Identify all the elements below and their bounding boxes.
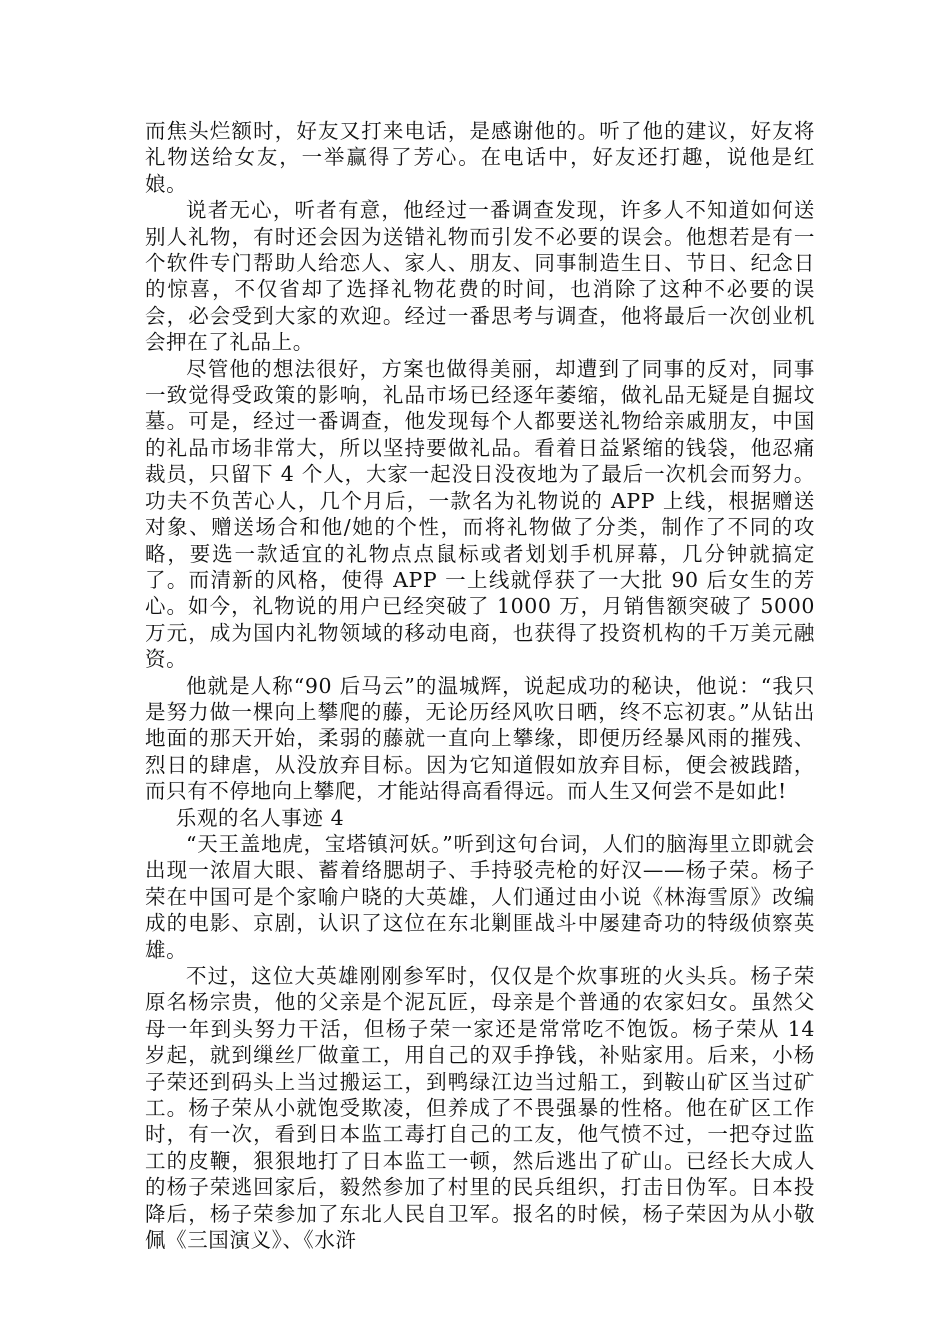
- paragraph-5: “天王盖地虎，宝塔镇河妖。”听到这句台词，人们的脑海里立即就会出现一浓眉大眼、蓄着络腮胡子、手持驳壳枪的好汉——杨子荣。杨子荣在中国可是个家喻户晓的大英雄，人们通过由小说《林海雪原》改编成的电影、京剧，认识了这位在东北剿匪战斗中屡建奇功的特级侦察英雄。: [145, 831, 815, 962]
- paragraph-3: 尽管他的想法很好，方案也做得美丽，却遭到了同事的反对，同事一致觉得受政策的影响，礼品市场已经逐年萎缩，做礼品无疑是自掘坟墓。可是，经过一番调查，他发现每个人都要送礼物给亲戚朋友，中国的礼品市场非常大，所以坚持要做礼品。看着日益紧缩的钱袋，他忍痛裁员，只留下 4 个人，大家一起没日没夜地为了最后一次机会而努力。功夫不负苦心人，几个月后，一款名为礼物说的 APP 上线，根据赠送对象、赠送场合和他/她的个性，而将礼物做了分类，制作了不同的攻略，要选一款适宜的礼物点点鼠标或者划划手机屏幕，几分钟就搞定了。而清新的风格，使得 APP 一上线就俘获了一大批 90 后女生的芳心。如今，礼物说的用户已经突破了 1000 万，月销售额突破了 5000 万元，成为国内礼物领域的移动电商，也获得了投资机构的千万美元融资。: [145, 356, 815, 672]
- paragraph-6: 不过，这位大英雄刚刚参军时，仅仅是个炊事班的火头兵。杨子荣原名杨宗贵，他的父亲是个泥瓦匠，母亲是个普通的农家妇女。虽然父母一年到头努力干活，但杨子荣一家还是常常吃不饱饭。杨子荣从 14 岁起，就到缫丝厂做童工，用自己的双手挣钱，补贴家用。后来，小杨子荣还到码头上当过搬运工，到鸭绿江边当过船工，到鞍山矿区当过矿工。杨子荣从小就饱受欺凌，但养成了不畏强暴的性格。他在矿区工作时，有一次，看到日本监工毒打自己的工友，他气愤不过，一把夺过监工的皮鞭，狠狠地打了日本监工一顿，然后逃出了矿山。已经长大成人的杨子荣逃回家后，毅然参加了村里的民兵组织，打击日伪军。日本投降后，杨子荣参加了东北人民自卫军。报名的时候，杨子荣因为从小敬佩《三国演义》、《水浒: [145, 964, 815, 1253]
- paragraph-1: 而焦头烂额时，好友又打来电话，是感谢他的。听了他的建议，好友将礼物送给女友，一举赢得了芳心。在电话中，好友还打趣，说他是红娘。: [145, 119, 815, 196]
- document-body: [145, 118, 815, 1253]
- paragraph-2: 说者无心，听者有意，他经过一番调查发现，许多人不知道如何送别人礼物，有时还会因为送错礼物而引发不必要的误会。他想若是有一个软件专门帮助人给恋人、家人、朋友、同事制造生日、节日、纪念日的惊喜，不仅省却了选择礼物花费的时间，也消除了这种不必要的误会，必会受到大家的欢迎。经过一番思考与调查，他将最后一次创业机会押在了礼品上。: [145, 198, 815, 355]
- paragraph-4: 他就是人称“90 后马云”的温城辉，说起成功的秘诀，他说：“我只是努力做一棵向上攀爬的藤，无论历经风吹日晒，终不忘初衷。”从钻出地面的那天开始，柔弱的藤就一直向上攀缘，即便历经暴风雨的摧残、烈日的肆虐，从没放弃目标。因为它知道假如放弃目标，便会被践踏，而只有不停地向上攀爬，才能站得高看得远。而人生又何尝不是如此!: [145, 673, 815, 804]
- section-heading: 乐观的名人事迹 4: [175, 805, 345, 830]
